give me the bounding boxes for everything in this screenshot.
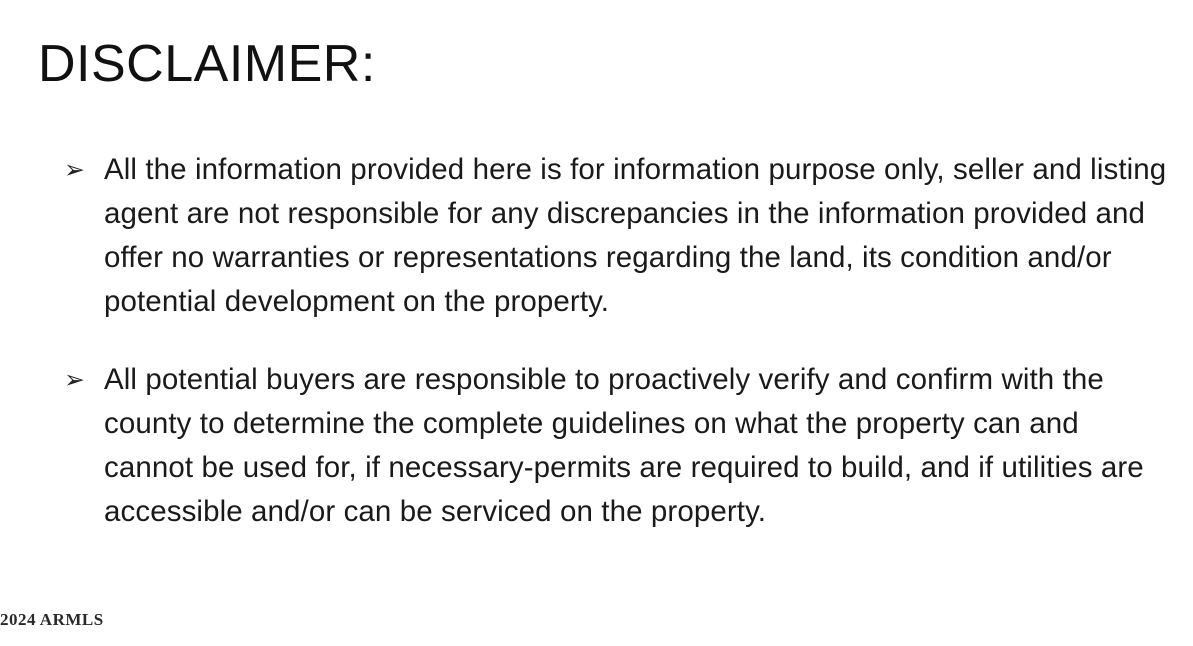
list-item bbox=[62, 148, 1172, 324]
list-item bbox=[62, 358, 1172, 534]
arrow-bullet-icon: ➢ bbox=[64, 156, 85, 184]
list-item-text: All potential buyers are responsible to proactively verify and confirm with the county to determine the complete guidelines on what the property can and cannot be used for, if necessary-permits are required to build, and if utilities are accessible and/or can be serviced on the property. bbox=[104, 363, 1144, 528]
watermark-label: 2024 ARMLS bbox=[0, 610, 104, 629]
bullet-list bbox=[62, 148, 1172, 568]
page-title: DISCLAIMER: bbox=[38, 35, 376, 93]
arrow-bullet-icon: ➢ bbox=[64, 366, 85, 394]
list-item-text: All the information provided here is for information purpose only, seller and listing agent are not responsible for any discrepancies in the information provided and offer no warranties or representations regarding the land, its condition and/or potential development on the property. bbox=[104, 153, 1167, 318]
